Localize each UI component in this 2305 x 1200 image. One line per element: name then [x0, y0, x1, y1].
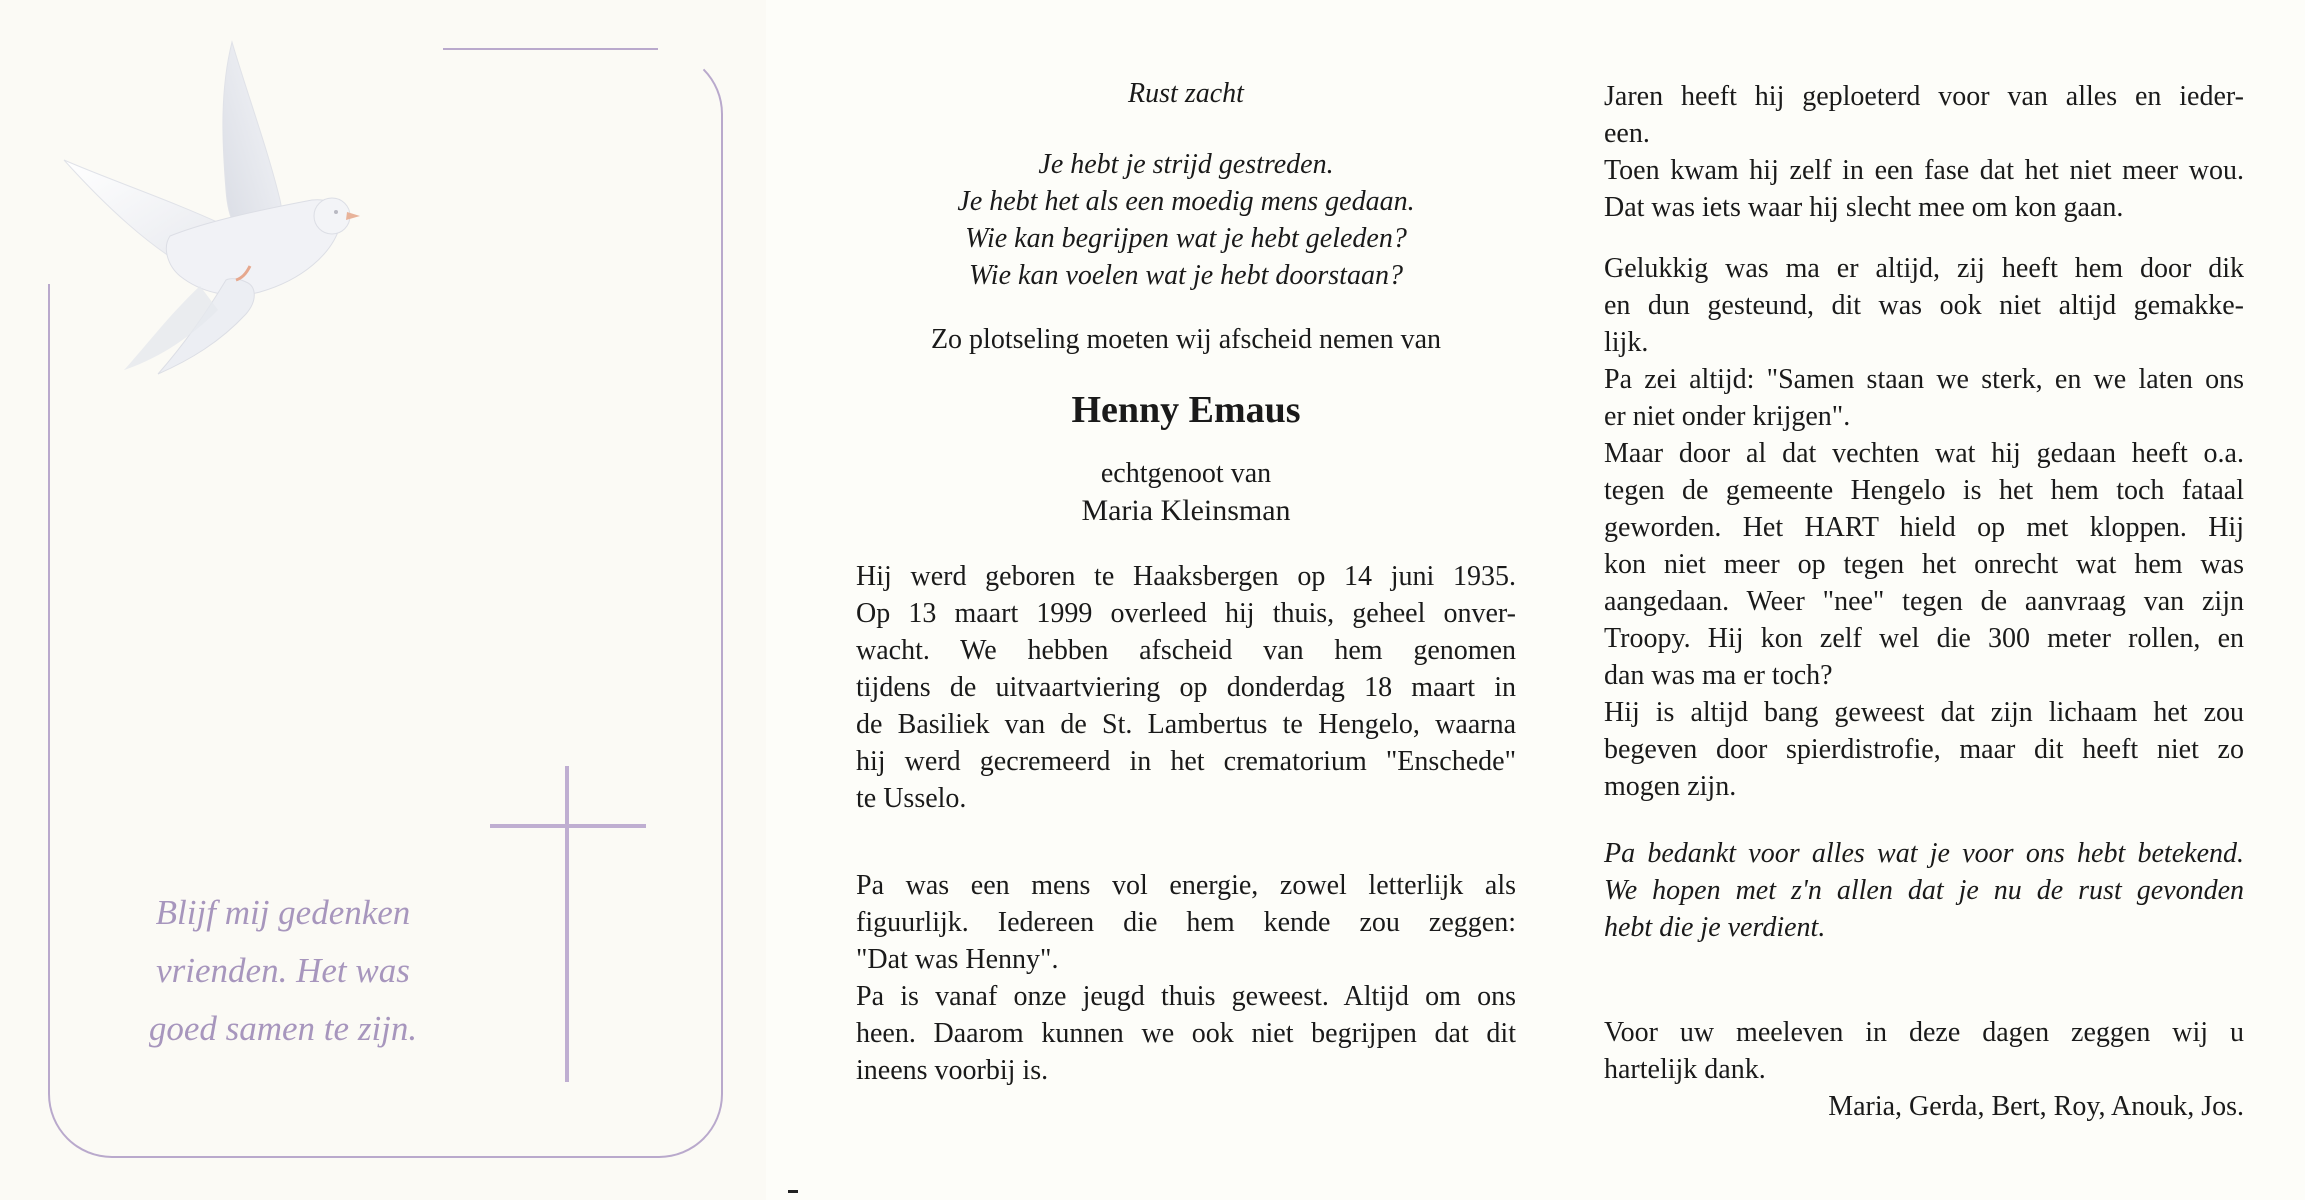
text-line: tegen de gemeente Hengelo is het hem toch fataal: [1604, 475, 2244, 506]
text-line: Pa bedankt voor alles wat je voor ons hebt betekend.: [1604, 838, 2244, 869]
poem-line: Wie kan voelen wat je hebt doorstaan?: [969, 260, 1403, 291]
text-line: Voor uw meeleven in deze dagen zeggen wij u: [1604, 1017, 2244, 1048]
text-line: Maar door al dat vechten wat hij gedaan heeft o.a.: [1604, 438, 2244, 469]
text-line: Jaren heeft hij geploeterd voor van alles en ieder-: [1604, 81, 2244, 112]
text-line: Pa was een mens vol energie, zowel letterlijk als: [856, 870, 1516, 901]
front-verse-line: vrienden. Het was: [156, 951, 410, 990]
text-line: Gelukkig was ma er altijd, zij heeft hem door dik: [1604, 253, 2244, 284]
middle-panel: [766, 0, 1536, 1200]
effort-paragraph: [1604, 78, 2244, 226]
right-panel: [1536, 0, 2305, 1200]
text-line: Toen kwam hij zelf in een fase dat het niet meer wou.: [1604, 155, 2244, 186]
text-line: te Usselo.: [856, 783, 967, 814]
intro-text: Zo plotseling moeten wij afscheid nemen van: [930, 324, 1442, 355]
text-line: mogen zijn.: [1604, 771, 1737, 802]
text-line: Troopy. Hij kon zelf wel die 300 meter rollen, en: [1604, 623, 2244, 654]
text-line: een.: [1604, 118, 1650, 149]
text-line: kon niet meer op tegen het onrecht wat hem was: [1604, 549, 2244, 580]
thanks-paragraph: [1604, 835, 2244, 946]
deceased-name: Henny Emaus: [1071, 389, 1301, 431]
spouse-name: Maria Kleinsman: [1081, 494, 1291, 527]
text-line: en dun gesteund, dit was ook niet altijd gemakke-: [1604, 290, 2244, 321]
poem-line: Je hebt je strijd gestreden.: [1038, 149, 1334, 180]
text-line: hebt die je verdient.: [1604, 912, 1826, 943]
text-line: Dat was iets waar hij slecht mee om kon gaan.: [1604, 192, 2124, 223]
spouse-of-label: echtgenoot van: [1100, 458, 1272, 489]
text-line: Op 13 maart 1999 overleed hij thuis, geheel onver-: [856, 598, 1516, 629]
text-line: heen. Daarom kunnen we ook niet begrijpen dat dit: [856, 1018, 1516, 1049]
front-verse-line: goed samen te zijn.: [148, 1009, 418, 1048]
text-line: dan was ma er toch?: [1604, 660, 1833, 691]
family-signatures: Maria, Gerda, Bert, Roy, Anouk, Jos.: [1828, 1091, 2244, 1122]
front-panel: [0, 0, 766, 1200]
text-line: de Basiliek van de St. Lambertus te Hengelo, waarna: [856, 709, 1516, 740]
heading-rust-zacht: Rust zacht: [1128, 78, 1244, 109]
closing-paragraph: [1604, 1014, 2244, 1088]
text-line: Pa is vanaf onze jeugd thuis geweest. Altijd om ons: [856, 981, 1516, 1012]
scan-mark: [788, 1190, 798, 1193]
text-line: We hopen met z'n allen dat je nu de rust gevonden: [1604, 875, 2244, 906]
text-line: ineens voorbij is.: [856, 1055, 1049, 1086]
text-line: er niet onder krijgen".: [1604, 401, 1851, 432]
text-line: lijk.: [1604, 327, 1649, 358]
text-line: aangedaan. Weer "nee" tegen de aanvraag van zijn: [1604, 586, 2244, 617]
memory-paragraph: [856, 867, 1516, 1089]
text-line: Pa zei altijd: "Samen staan we sterk, en we laten ons: [1604, 364, 2244, 395]
birth-death-paragraph: [856, 558, 1516, 817]
text-line: begeven door spierdistrofie, maar dit heeft niet zo: [1604, 734, 2244, 765]
dove-icon: [50, 30, 360, 390]
text-line: "Dat was Henny".: [856, 944, 1059, 975]
text-line: tijdens de uitvaartviering op donderdag 18 maart in: [856, 672, 1516, 703]
front-verse: [118, 884, 448, 1058]
poem-line: Je hebt het als een moedig mens gedaan.: [957, 186, 1415, 217]
support-paragraph: [1604, 250, 2244, 805]
poem-line: Wie kan begrijpen wat je hebt geleden?: [965, 223, 1407, 254]
frame-top-line: [443, 48, 658, 50]
text-line: geworden. Het HART hield op met kloppen. Hij: [1604, 512, 2244, 543]
text-line: hartelijk dank.: [1604, 1054, 1766, 1085]
text-line: figuurlijk. Iedereen die hem kende zou zeggen:: [856, 907, 1516, 938]
front-verse-line: Blijf mij gedenken: [155, 893, 411, 932]
text-line: Hij werd geboren te Haaksbergen op 14 juni 1935.: [856, 561, 1516, 592]
text-line: wacht. We hebben afscheid van hem genomen: [856, 635, 1516, 666]
poem: [856, 146, 1516, 294]
text-line: hij werd gecremeerd in het crematorium "Enschede": [856, 746, 1516, 777]
text-line: Hij is altijd bang geweest dat zijn lichaam het zou: [1604, 697, 2244, 728]
cross-icon: [490, 766, 646, 1082]
